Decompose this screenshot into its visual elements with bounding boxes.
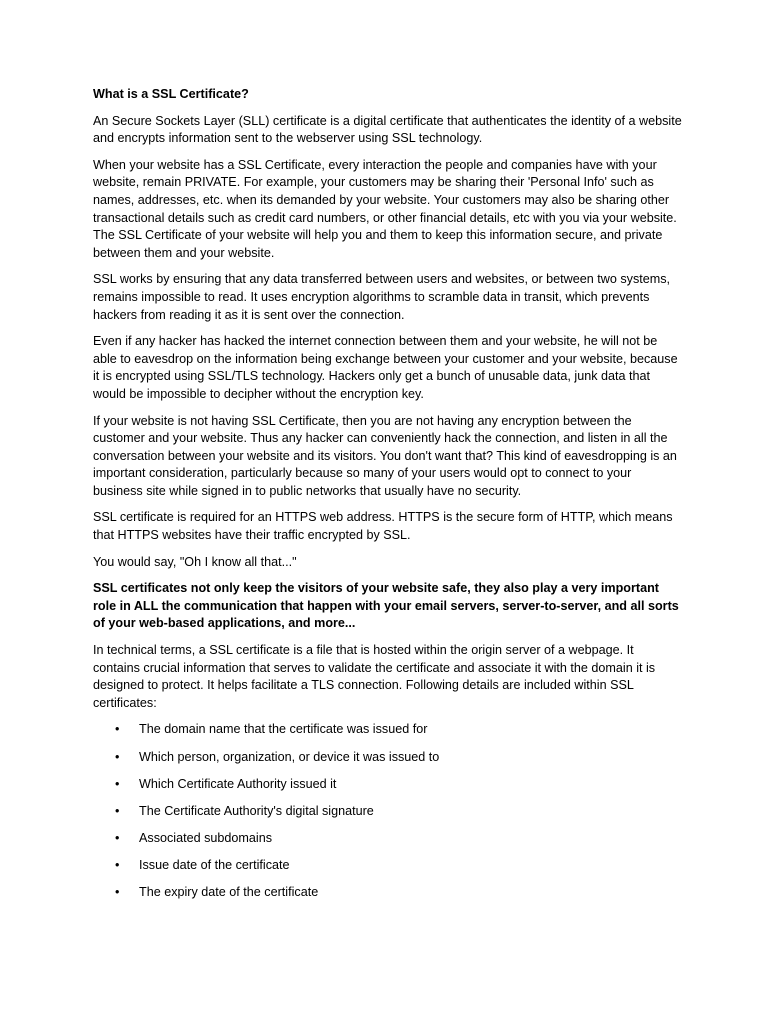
paragraph-no-ssl: If your website is not having SSL Certificate, then you are not having any encryption between the customer and your website. Thus any hacker can conveniently hack the connection, and listen in all the conversation between your website and its visitors. You don't want that? This kind of eavesdropping is an important consideration, particularly because so many of your users would opt to connect to your business site while signed in to public networks that usually have no security. bbox=[93, 413, 677, 498]
list-item bbox=[93, 721, 683, 739]
paragraph-emphasis: SSL certificates not only keep the visitors of your website safe, they also play a very important role in ALL the communication that happen with your email servers, server-to-server, and all sorts of your web-based applications, and more... bbox=[93, 581, 679, 631]
list-item bbox=[93, 830, 683, 848]
certificate-details-list bbox=[93, 721, 683, 901]
document-title: What is a SSL Certificate? bbox=[93, 87, 249, 101]
paragraph-technical-terms: In technical terms, a SSL certificate is a file that is hosted within the origin server of a webpage. It contains crucial information that serves to validate the certificate and associate it with the domain it is designed to protect. It helps facilitate a TLS connection. Following details are included within SSL certificates: bbox=[93, 643, 656, 710]
bullet-icon: • bbox=[115, 830, 120, 845]
bullet-icon: • bbox=[115, 722, 120, 737]
document-page bbox=[93, 86, 683, 911]
list-item-text: Associated subdomains bbox=[139, 830, 273, 845]
bullet-icon: • bbox=[115, 749, 120, 764]
bullet-icon: • bbox=[115, 884, 120, 899]
list-item-text: Which Certificate Authority issued it bbox=[139, 776, 337, 791]
list-item bbox=[93, 803, 683, 821]
list-item-text: The domain name that the certificate was issued for bbox=[139, 722, 428, 737]
bullet-icon: • bbox=[115, 803, 120, 818]
bullet-icon: • bbox=[115, 857, 120, 872]
paragraph-https: SSL certificate is required for an HTTPS web address. HTTPS is the secure form of HTTP, which means that HTTPS websites have their traffic encrypted by SSL. bbox=[93, 510, 673, 543]
list-item bbox=[93, 884, 683, 902]
list-item bbox=[93, 749, 683, 767]
paragraph-how-ssl-works: SSL works by ensuring that any data transferred between users and websites, or between two systems, remains impossible to read. It uses encryption algorithms to scramble data in transit, which prevents hackers from reading it as it is sent over the connection. bbox=[93, 272, 671, 322]
paragraph-ssl-definition: An Secure Sockets Layer (SLL) certificate is a digital certificate that authenticates the identity of a website and encrypts information sent to the webserver using SSL technology. bbox=[93, 113, 682, 146]
list-item-text: Which person, organization, or device it was issued to bbox=[139, 749, 440, 764]
list-item bbox=[93, 857, 683, 875]
paragraph-privacy: When your website has a SSL Certificate, every interaction the people and companies have with your website, remain PRIVATE. For example, your customers may be sharing their 'Personal Info' such as names, addresses, etc. when its demanded by your website. Your customers may also be sharing other transactional details such as credit card numbers, or other financial details, etc with you via your website. The SSL Certificate of your website will help you and them to keep this information secure, and private between them and your website. bbox=[93, 157, 677, 260]
paragraph-eavesdropping: Even if any hacker has hacked the internet connection between them and your website, he will not be able to eavesdrop on the information being exchange between your customer and your website, because it is encrypted using SSL/TLS technology. Hackers only get a bunch of unusable data, junk data that would be impossible to decipher without the encryption key. bbox=[93, 334, 678, 401]
list-item-text: The expiry date of the certificate bbox=[139, 884, 319, 899]
bullet-icon: • bbox=[115, 776, 120, 791]
list-item-text: Issue date of the certificate bbox=[139, 857, 290, 872]
list-item bbox=[93, 776, 683, 794]
list-item-text: The Certificate Authority's digital signature bbox=[139, 803, 374, 818]
paragraph-quote: You would say, "Oh I know all that..." bbox=[93, 554, 297, 569]
